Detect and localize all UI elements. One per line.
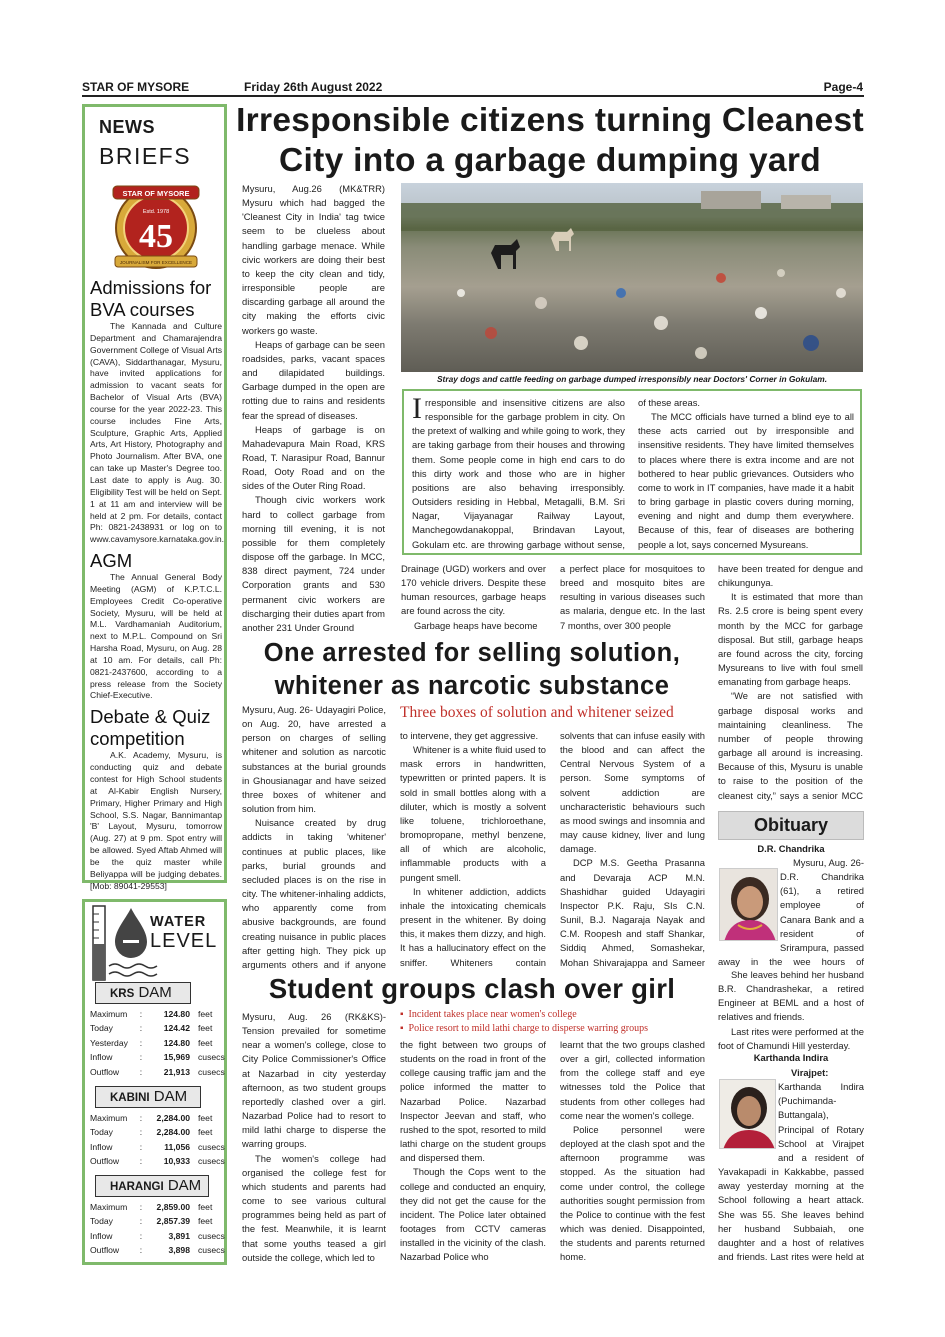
table-cell: feet bbox=[198, 1009, 213, 1019]
insert-column-right bbox=[638, 396, 854, 550]
story3-column-3 bbox=[560, 1038, 705, 1266]
table-cell: : bbox=[139, 1141, 143, 1152]
paragraph: learnt that the two groups clashed over a girl, collected information from the college staff and eye witnesses told the Police that students from other colleges had come near the women's college. bbox=[560, 1039, 705, 1121]
brief-body: The Kannada and Culture Department and Chamarajendra Government College of Visual Arts (CAVA), Siddarthanagar, Mysuru, have invited applications for admission to vacant seats for Bachelor of Visual Arts (BVA) course for the year 2022-23. This course includes Fine Arts, Sculpture, Graphic Arts, Applied Arts, Art History, Photography and Photo Journalism. After BVA, one can take up Master's Degree too. Last date to apply is Aug. 30. Eligibility Test will be held on Sept. 1 at 11 am and interview will be held at 2 pm. For details, contact Ph: 0821-2438931 or log on to www.cavamysore.karnataka.gov.in. bbox=[90, 321, 225, 545]
paragraph: have been treated for dengue and chikungunya. bbox=[718, 563, 863, 589]
paragraph: “We are not satisfied with garbage disposal works and maintaining cleanliness. The number of people throwing garbage all around is increasing. Because of this, Mysuru is unable to raise to the position of the cleanest city,” says a senior MCC bbox=[718, 690, 863, 801]
water-level-title-top: WATER bbox=[150, 914, 207, 930]
story1-column-1 bbox=[242, 182, 385, 633]
garbage-scene-image bbox=[401, 183, 863, 372]
paragraph: the fight between two groups of students on the road in front of the college causing traffic jam and the police informed the matter to Nazarbad Police. Nazarbad Inspector Jeevan and staff, who rushed to the spot, resorted to mild lathi charge on the student groups and dispersed them. bbox=[400, 1039, 546, 1164]
paragraph: solvents that can infuse easily with the blood and can affect the Central Nervous System of a person. Some symptoms of solvent addiction are uncharacteristic behaviours such as mood swings and insomnia and may cause kidney, liver and lung damage. bbox=[560, 730, 705, 855]
table-cell: Inflow bbox=[90, 1052, 113, 1063]
paragraph: In whitener addiction, addicts inhale the intoxicating chemicals present in the whitener. By doing this, it makes them dizzy, and high. It has a hallucinatory effect on the sniffer. Whiteners contain bbox=[400, 885, 546, 968]
table-row bbox=[90, 1154, 225, 1168]
paragraph: Though the Cops went to the college and conducted an enquiry, they did not get the cause for the incident. The Police later obtained footages from CCTV cameras installed in the vicinity of the clash. Nazarbad Police who bbox=[400, 1166, 546, 1263]
table-cell: Today bbox=[90, 1023, 113, 1034]
paragraph: Mysuru, Aug.26 (MK&TRR) Mysuru which had bagged the 'Cleanest City in India' tag twice seem to be clueless about handling garbage menace. While civic workers are doing their best to keep the city clean and tidy, irresponsible people are discarding garbage all around the city making the efforts civic workers go waste. bbox=[242, 183, 385, 336]
paragraph: to intervene, they get aggressive. bbox=[400, 730, 539, 741]
paragraph: She leaves behind her husband B.R. Chandrashekar, a retired Engineer at BEML and a host of relatives and friends. bbox=[718, 969, 864, 1023]
paragraph: The women's college had organised the college fest for which students and parents had come to see various cultural programmes being held as part of the fest. Meanwhile, it is learnt that some youths teased a girl outside the college, which led to bbox=[242, 1152, 386, 1263]
table-cell: : bbox=[139, 1037, 143, 1048]
news-briefs-heading-top: NEWS bbox=[99, 117, 155, 137]
table-cell: cusecs bbox=[198, 1052, 225, 1063]
dam-title-rest: DAM bbox=[149, 1088, 188, 1105]
insert-column-left bbox=[412, 396, 625, 550]
story1-headline-line1: Irresponsible citizens turning Cleanest bbox=[236, 102, 864, 139]
table-cell: 21,913 bbox=[163, 1066, 190, 1077]
table-row bbox=[90, 1036, 225, 1050]
table-cell: : bbox=[139, 1009, 143, 1019]
brief-title-line: Admissions for bbox=[90, 277, 212, 298]
brief-item-bva bbox=[90, 277, 225, 546]
table-cell: 2,857.39 bbox=[156, 1216, 190, 1227]
table-cell: 3,891 bbox=[168, 1230, 190, 1241]
table-cell: : bbox=[139, 1230, 143, 1241]
brief-body: The Annual General Body Meeting (AGM) of K.P.T.C.L. Employees Credit Co-operative Society, Mysuru, will be held at M.L. Vardhamaniah Auditorium, next to M.P.L. Compound on Sri Harsha Road, Mysuru, on Aug. 28 at 10 am. For details, call Ph: 0821-2437600, according to a press release from the Society Chief-Executive. bbox=[90, 572, 222, 701]
story2-subhead: Three boxes of solution and whitener seized bbox=[400, 704, 674, 721]
masthead-page-number: Page-4 bbox=[823, 80, 863, 94]
water-drop-gauge-icon bbox=[89, 904, 159, 984]
story2-headline-line1: One arrested for selling solution, bbox=[263, 639, 681, 667]
obituary-person1-lead bbox=[718, 856, 864, 968]
story2-headline-line2: whitener as narcotic substance bbox=[274, 672, 670, 700]
dam-title-short: KABINI bbox=[110, 1092, 150, 1104]
float-spacer bbox=[718, 867, 780, 951]
table-cell: : bbox=[139, 1245, 143, 1256]
table-cell: cusecs bbox=[198, 1141, 225, 1152]
table-cell: Inflow bbox=[90, 1230, 113, 1241]
star-of-mysore-45-logo bbox=[97, 183, 215, 273]
table-cell: feet bbox=[198, 1037, 213, 1048]
dam-title-rest: DAM bbox=[163, 1177, 202, 1194]
table-cell: Outflow bbox=[90, 1066, 120, 1077]
table-cell: Inflow bbox=[90, 1141, 113, 1152]
table-cell: Maximum bbox=[90, 1009, 128, 1019]
table-cell: : bbox=[139, 1052, 143, 1063]
paragraph: Mysuru, Aug. 26 (RK&KS)- Tension prevailed for sometime near a women's college, close to City Police Commissioner's Office at Nazarbad in city yesterday afternoon, as two student groups reportedly clashed over a girl. Nazarbad Police had to resort to mild lathi charge to disperse the warring groups. bbox=[242, 1011, 386, 1150]
logo-number: 45 bbox=[139, 218, 173, 255]
story1-headline-line2: City into a garbage dumping yard bbox=[279, 142, 821, 179]
obituary-person2-body bbox=[718, 1066, 864, 1266]
masthead-paper-name: STAR OF MYSORE bbox=[82, 80, 190, 94]
table-cell: Maximum bbox=[90, 1202, 128, 1212]
paragraph: The MCC officials have turned a blind eye to all these acts carried out by irresponsible and insensitive residents. They have limited themselves to places where there is extra income and are not bothered to hear public grievances. Outsiders who come to work in IT companies, have made it a habit to bring garbage in plastic covers during morning, evening and night and dump them everywhere. Because of this, fear of diseases are bothering people a lot, says concerned Mysureans. bbox=[638, 411, 854, 550]
table-row bbox=[90, 1140, 225, 1154]
water-level-title-bottom: LEVEL bbox=[150, 930, 218, 952]
story2-column-2 bbox=[400, 729, 546, 971]
paragraph: DCP M.S. Geetha Prasanna and Devaraja ACP M.N. Shashidhar guided Udayagiri Inspector P.K. Raju, SIs C.N. Sunil, B.J. Nagaraja Nayak and C.M. Roopesh and staff Shankar, Siddiq Ahmed, Somashekar, Mohan Shivarajappa and Sameer bbox=[560, 857, 705, 968]
paragraph: Nuisance created by drug addicts in taking 'whitener' continues at public places, like parks, burial grounds and secluded places is on the rise in city. The whitener-inhaling addicts, who apparently come from abusive backgrounds, are found creating nuisance in public places after getting high. They pick up arguments others and if anyone bbox=[242, 817, 386, 970]
table-cell: : bbox=[139, 1216, 143, 1227]
paragraph: Mysuru, Aug. 26- Udayagiri Police, on Aug. 20, have arrested a person on charges of selling whitener and solution as narcotic substances at the burial grounds in Ghousianagar and have seized three boxes of whitener and solution from him. bbox=[242, 704, 386, 815]
water-level-box bbox=[82, 899, 227, 1265]
dam-title-kabini bbox=[95, 1086, 201, 1108]
brief-item-agm bbox=[90, 550, 222, 702]
table-cell: 10,933 bbox=[163, 1156, 190, 1167]
obituary-person2-name: Karthanda Indira bbox=[753, 1052, 829, 1063]
table-cell: 3,898 bbox=[168, 1245, 190, 1256]
table-cell: 11,056 bbox=[164, 1141, 190, 1152]
paragraph: of these areas. bbox=[638, 397, 701, 408]
table-row bbox=[90, 1021, 225, 1035]
story1-boxed-insert bbox=[402, 389, 862, 555]
paragraph: Mysuru, Aug. 26- D.R. Chandrika (61), a retired employee of Canara Bank and a resident of Srirampura, passed away in the wee hours of bbox=[718, 857, 864, 968]
table-cell: 2,284.00 bbox=[156, 1113, 190, 1123]
table-cell: : bbox=[139, 1023, 143, 1034]
table-cell: Yesterday bbox=[90, 1037, 128, 1048]
paragraph: Garbage heaps have become bbox=[414, 619, 538, 631]
news-briefs-heading-bottom: BRIEFS bbox=[99, 143, 192, 169]
paragraph: rresponsible and insensitive citizens are also responsible for the garbage problem in city. On the pretext of walking and while going to work, they are taking garbage from their houses and throwing them. Some people come in high end cars to do this dirty work and those who are in higher positions are also behaving irresponsibly. Outsiders residing in Hebbal, Metagalli, B.M. Sri Nagar, Vijayanagar Railway Layout, Manchegowdanakoppal, Brindavan Layout, Gokulam etc. are throwing garbage without sense, bbox=[412, 397, 625, 550]
table-cell: : bbox=[139, 1127, 143, 1138]
dam-title-short: HARANGI bbox=[110, 1181, 164, 1193]
paragraph: Heaps of garbage can be seen roadsides, parks, vacant spaces and dilapidated buildings. Garbage dumped in the open are rotting due to rains and residents fear the spread of diseases. bbox=[242, 338, 385, 421]
table-cell: : bbox=[139, 1113, 143, 1123]
logo-top-text: STAR OF MYSORE bbox=[122, 189, 190, 198]
table-cell: 2,859.00 bbox=[156, 1202, 190, 1212]
float-spacer bbox=[718, 1079, 778, 1163]
table-row bbox=[90, 1111, 225, 1125]
brief-title-line: BVA courses bbox=[90, 299, 195, 320]
story3-bullet: ▪ Incident takes place near women's college bbox=[400, 1009, 577, 1020]
obituary-person1-rest bbox=[718, 968, 864, 1052]
story3-headline: Student groups clash over girl bbox=[268, 973, 676, 1004]
paragraph: Police personnel were deployed at the clash spot and the afternoon programme was stopped. As the situation had come under control, the college authorities sought permission from the Police to continue with the fest which was denied. Disappointed, the students and parents returned home. bbox=[560, 1123, 705, 1263]
table-cell: : bbox=[139, 1066, 143, 1077]
story1-column-2 bbox=[401, 562, 546, 633]
table-cell: feet bbox=[198, 1113, 213, 1123]
story3-column-2 bbox=[400, 1038, 546, 1266]
table-row bbox=[90, 1050, 225, 1064]
table-cell: feet bbox=[198, 1127, 213, 1138]
table-cell: : bbox=[139, 1202, 143, 1212]
table-cell: 15,969 bbox=[163, 1052, 190, 1063]
table-row bbox=[90, 1007, 225, 1021]
table-cell: cusecs bbox=[198, 1066, 225, 1077]
table-row bbox=[90, 1200, 225, 1214]
brief-body: A.K. Academy, Mysuru, is conducting quiz and debate contest for High School students at Al-Kabir English Nursery, Primary, Higher Primary and High School, S.S. Nagar, Bannimantap 'B' Layout, Mysuru, tomorrow (Aug. 27) at 9 pm. Spot entry will be allowed. Syed Aftab Ahmed will be the quiz master while Beliyappa will be judging debates. [Mob: 89041-29553] bbox=[90, 750, 222, 891]
harangi-dam-table bbox=[90, 1200, 225, 1258]
table-cell: cusecs bbox=[198, 1230, 225, 1241]
photo-caption: Stray dogs and cattle feeding on garbage dumped irresponsibly near Doctors' Corner in Gokulam. bbox=[436, 374, 828, 384]
table-cell: feet bbox=[198, 1023, 213, 1034]
brief-title-line: competition bbox=[90, 728, 185, 750]
paragraph: Though civic workers work hard to collect garbage from morning till evening, it is not possible for them completely dispose off the garbage. In MCC, 838 direct payment, 724 under Corporation grants and 530 permanent civic workers are discharging their duties apart from another 231 Under Ground bbox=[242, 494, 385, 633]
table-cell: 124.80 bbox=[163, 1009, 190, 1019]
bullet-text: Police resort to mild lathi charge to disperse warring groups bbox=[408, 1023, 649, 1034]
dam-title-harangi bbox=[95, 1175, 209, 1197]
obituary-person1-name: D.R. Chandrika bbox=[757, 843, 825, 854]
table-cell: 2,284.00 bbox=[156, 1127, 190, 1138]
masthead-rule bbox=[82, 95, 864, 97]
story2-column-3 bbox=[560, 729, 705, 971]
story3-bullet: ▪ Police resort to mild lathi charge to disperse warring groups bbox=[400, 1023, 649, 1034]
table-cell: Today bbox=[90, 1216, 113, 1227]
news-briefs-box bbox=[82, 104, 227, 891]
paragraph: a perfect place for mosquitoes to breed and mosquito bites are resulting in various diseases such as malaria, dengue etc. In the last 7 months, over 300 people bbox=[560, 563, 705, 631]
logo-motto: JOURNALISM FOR EXCELLENCE bbox=[119, 260, 193, 265]
brief-item-debate-quiz bbox=[90, 706, 222, 892]
brief-title-line: AGM bbox=[90, 550, 133, 572]
paragraph: It is estimated that more than Rs. 2.5 crore is being spent every month by the MCC for garbage disposal. But still, garbage heaps are found across the city, forcing Mysureans to live with foul smell emanating from garbage heaps. bbox=[718, 591, 863, 688]
bullet-text: Incident takes place near women's college bbox=[408, 1009, 577, 1020]
garbage-dump-photo bbox=[401, 183, 863, 372]
table-cell: : bbox=[139, 1156, 143, 1167]
table-cell: 124.80 bbox=[163, 1037, 190, 1048]
table-cell: feet bbox=[198, 1202, 213, 1212]
table-row bbox=[90, 1229, 225, 1243]
brief-title-line: Debate & Quiz bbox=[90, 706, 211, 728]
kabini-dam-table bbox=[90, 1111, 225, 1169]
story3-column-1 bbox=[242, 1010, 386, 1266]
dam-title-short: KRS bbox=[110, 988, 135, 1000]
krs-dam-table bbox=[90, 1007, 225, 1079]
paragraph: Drainage (UGD) workers and over 170 vehicle drivers. Despite these human resources, garbage heaps are found across the city. bbox=[401, 563, 546, 617]
story2-column-1 bbox=[242, 703, 386, 971]
table-row bbox=[90, 1214, 225, 1228]
logo-estd-text: Estd. 1978 bbox=[142, 209, 170, 215]
table-row bbox=[90, 1125, 225, 1139]
paragraph: Heaps of garbage is on Mahadevapura Main Road, KRS Road, T. Narasipur Road, Bannur Road, Ooty Road and on the sides of the Outer Ring Road. bbox=[242, 423, 385, 492]
table-cell: cusecs bbox=[198, 1245, 225, 1256]
table-row bbox=[90, 1065, 225, 1079]
table-cell: Maximum bbox=[90, 1113, 128, 1123]
table-row bbox=[90, 1243, 225, 1257]
masthead-date: Friday 26th August 2022 bbox=[244, 80, 383, 94]
paragraph: Whitener is a white fluid used to mask errors in handwritten, typewritten or printed papers. It is sold in small bottles along with a diluter, which is mostly a solvent like toluene, trichloroethane, bromopropane, methyl benzene, all of which are alcoholic, inflammable products with a pungent smell. bbox=[400, 744, 546, 883]
dateline-place: Virajpet: bbox=[791, 1067, 829, 1078]
drop-cap: I bbox=[412, 396, 422, 425]
table-cell: cusecs bbox=[198, 1156, 225, 1167]
table-cell: feet bbox=[198, 1216, 213, 1227]
brief-list bbox=[90, 277, 225, 892]
table-cell: Today bbox=[90, 1127, 113, 1138]
table-cell: 124.42 bbox=[163, 1023, 190, 1034]
paragraph: Last rites were performed at the foot of Chamundi Hill yesterday. bbox=[718, 1025, 864, 1051]
table-cell: Outflow bbox=[90, 1245, 120, 1256]
paragraph: Karthanda Indira (Puchimanda-Buttangala), Principal of Rotary School at Virajpet and a resident of Yavakapadi in Kakkabbe, passed away yesterday morning at the School following a heart attack. She was 55. She leaves behind her husband Subbaiah, one daughter and a host of relatives and friends. Last rites were held at bbox=[718, 1081, 864, 1263]
dam-title-krs bbox=[95, 982, 191, 1004]
story1-column-4 bbox=[718, 562, 863, 802]
story1-column-3 bbox=[560, 562, 705, 633]
table-cell: Outflow bbox=[90, 1156, 120, 1167]
dam-title-rest: DAM bbox=[134, 984, 172, 1001]
obituary-heading: Obituary bbox=[718, 811, 864, 840]
